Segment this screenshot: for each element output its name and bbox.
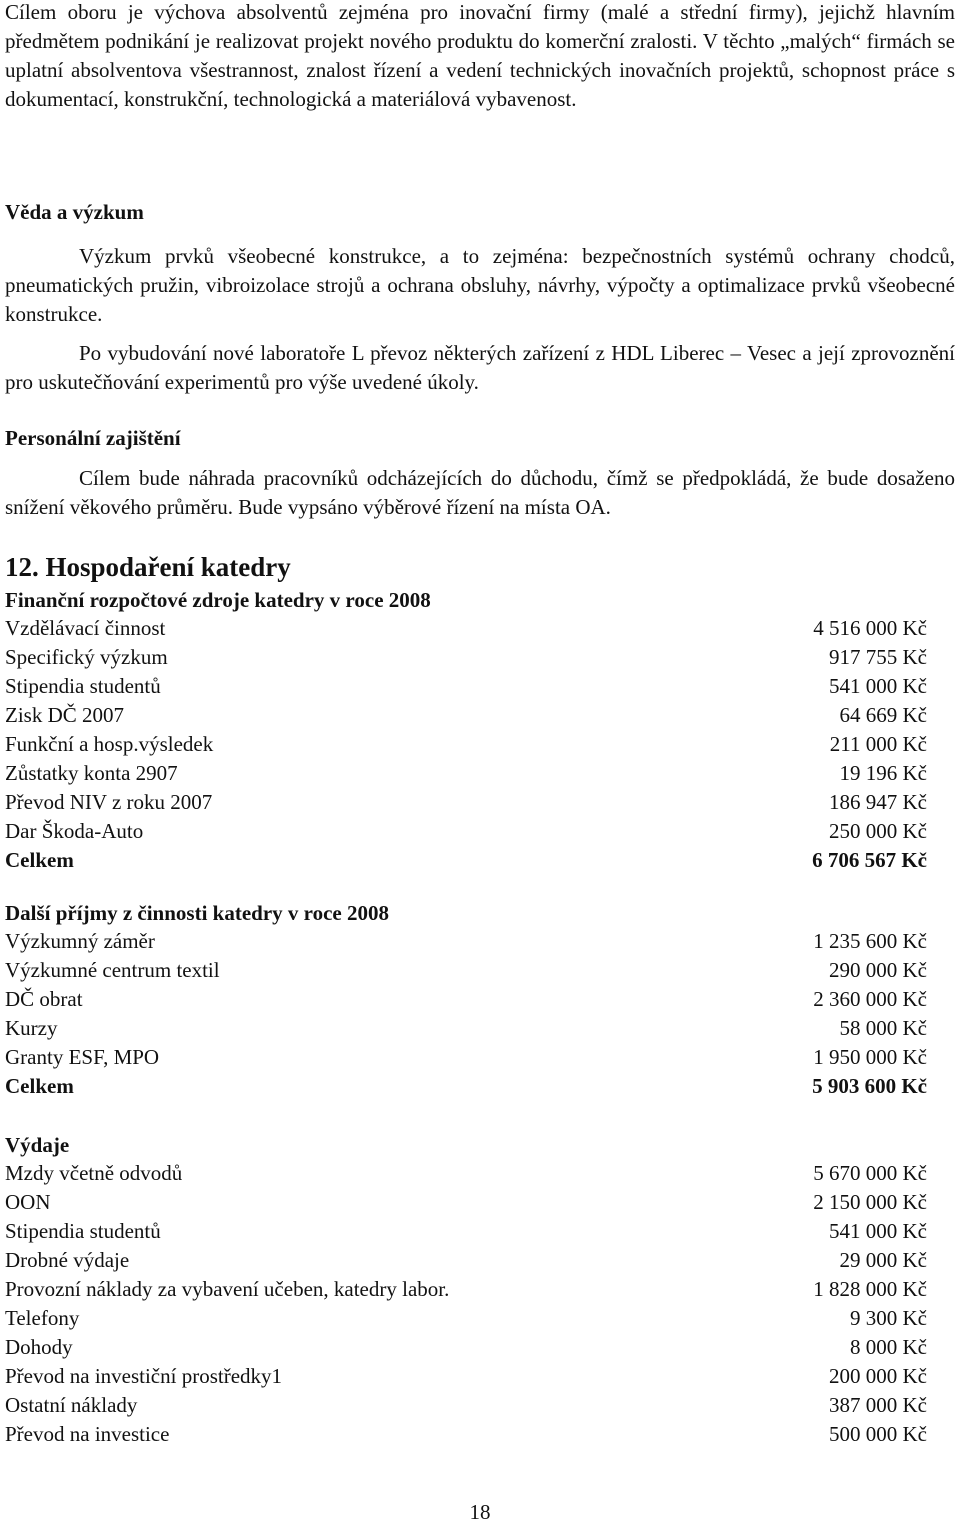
science-paragraph-2: Po vybudování nové laboratoře L převoz některých zařízení z HDL Liberec – Vesec a její zprovoznění pro uskutečňování experimentů pro výše uvedené úkoly.: [5, 341, 955, 394]
science-heading: Věda a výzkum: [5, 200, 144, 224]
row-label: OON: [5, 1190, 51, 1214]
personnel-paragraph: Cílem bude náhrada pracovníků odcházejících do důchodu, čímž se předpokládá, že bude dosaženo snížení věkového průměru. Bude vypsáno výběrové řízení na místa OA.: [5, 466, 955, 519]
row-amount: 541 000 Kč: [829, 674, 927, 698]
table-row: [5, 1217, 927, 1246]
chapter-title: Hospodaření katedry: [45, 552, 291, 582]
row-amount: 200 000 Kč: [829, 1364, 927, 1388]
row-amount: 1 828 000 Kč: [813, 1277, 927, 1301]
row-label: Stipendia studentů: [5, 674, 161, 698]
table-row: [5, 788, 927, 817]
row-label: Vzdělávací činnost: [5, 616, 166, 640]
chapter-heading: [5, 551, 291, 583]
table-row: [5, 1362, 927, 1391]
row-label: Převod na investice: [5, 1422, 170, 1446]
total-amount: 5 903 600 Kč: [812, 1074, 927, 1098]
table-row: [5, 672, 927, 701]
row-label: Převod na investiční prostředky1: [5, 1364, 283, 1388]
expenses-title: Výdaje: [5, 1133, 70, 1157]
expenses-table: [5, 1159, 927, 1449]
table-row: [5, 1246, 927, 1275]
row-amount: 186 947 Kč: [829, 790, 927, 814]
row-label: Telefony: [5, 1306, 80, 1330]
table-row: [5, 1391, 927, 1420]
row-amount: 2 150 000 Kč: [813, 1190, 927, 1214]
row-label: Dohody: [5, 1335, 73, 1359]
row-amount: 9 300 Kč: [850, 1306, 927, 1330]
total-amount: 6 706 567 Kč: [812, 848, 927, 872]
table-row: [5, 730, 927, 759]
row-label: Funkční a hosp.výsledek: [5, 732, 214, 756]
row-label: Zůstatky konta 2907: [5, 761, 178, 785]
table-row: [5, 1043, 927, 1072]
row-amount: 58 000 Kč: [839, 1016, 927, 1040]
row-amount: 541 000 Kč: [829, 1219, 927, 1243]
row-amount: 250 000 Kč: [829, 819, 927, 843]
table-row: [5, 759, 927, 788]
row-amount: 1 235 600 Kč: [813, 929, 927, 953]
row-label: Kurzy: [5, 1016, 58, 1040]
table-row: [5, 817, 927, 846]
row-amount: 8 000 Kč: [850, 1335, 927, 1359]
other-income-title: Další příjmy z činnosti katedry v roce 2008: [5, 901, 389, 925]
row-label: Mzdy včetně odvodů: [5, 1161, 183, 1185]
table-row: [5, 985, 927, 1014]
total-row: [5, 1072, 927, 1101]
table-row: [5, 643, 927, 672]
budget-sources-title: Finanční rozpočtové zdroje katedry v roce 2008: [5, 588, 431, 612]
row-amount: 19 196 Kč: [839, 761, 927, 785]
row-amount: 1 950 000 Kč: [813, 1045, 927, 1069]
table-row: [5, 614, 927, 643]
row-amount: 290 000 Kč: [829, 958, 927, 982]
row-amount: 500 000 Kč: [829, 1422, 927, 1446]
row-label: Specifický výzkum: [5, 645, 168, 669]
table-row: [5, 1275, 927, 1304]
row-label: Dar Škoda-Auto: [5, 819, 144, 843]
table-row: [5, 1333, 927, 1362]
science-paragraph-1: Výzkum prvků všeobecné konstrukce, a to zejména: bezpečnostních systémů ochrany chodců, pneumatických pružin, vibroizolace strojů a ochrana obsluhy, návrhy, výpočty a optimalizace prvků všeobecné konstrukce.: [5, 244, 955, 326]
table-row: [5, 956, 927, 985]
row-amount: 917 755 Kč: [829, 645, 927, 669]
row-label: Ostatní náklady: [5, 1393, 138, 1417]
row-amount: 211 000 Kč: [829, 732, 927, 756]
row-label: Výzkumný záměr: [5, 929, 155, 953]
row-amount: 29 000 Kč: [839, 1248, 927, 1272]
total-label: Celkem: [5, 1074, 74, 1098]
row-amount: 5 670 000 Kč: [813, 1161, 927, 1185]
row-amount: 64 669 Kč: [839, 703, 927, 727]
table-row: [5, 701, 927, 730]
personnel-heading: Personální zajištění: [5, 426, 181, 450]
row-amount: 387 000 Kč: [829, 1393, 927, 1417]
row-label: Drobné výdaje: [5, 1248, 130, 1272]
table-row: [5, 927, 927, 956]
row-label: Převod NIV z roku 2007: [5, 790, 213, 814]
row-label: Granty ESF, MPO: [5, 1045, 160, 1069]
row-label: Provozní náklady za vybavení učeben, katedry labor.: [5, 1277, 450, 1301]
row-label: Stipendia studentů: [5, 1219, 161, 1243]
row-label: DČ obrat: [5, 987, 83, 1011]
budget-sources-table: [5, 614, 927, 875]
other-income-table: [5, 927, 927, 1101]
row-label: Zisk DČ 2007: [5, 703, 125, 727]
table-row: [5, 1304, 927, 1333]
intro-paragraph: Cílem oboru je výchova absolventů zejména pro inovační firmy (malé a střední firmy), jejichž hlavním předmětem podnikání je realizovat projekt nového produktu do komerční zralosti. V těchto „malých“ firmách se uplatní absolventova všestrannost, znalost řízení a vedení technických inovačních projektů, schopnost práce s dokumentací, konstrukční, technologická a materiálová vybavenost.: [5, 0, 955, 111]
row-amount: 4 516 000 Kč: [813, 616, 927, 640]
table-row: [5, 1188, 927, 1217]
row-amount: 2 360 000 Kč: [813, 987, 927, 1011]
row-label: Výzkumné centrum textil: [5, 958, 220, 982]
total-label: Celkem: [5, 848, 74, 872]
table-row: [5, 1420, 927, 1449]
table-row: [5, 1159, 927, 1188]
table-row: [5, 1014, 927, 1043]
total-row: [5, 846, 927, 875]
page-number: 18: [469, 1500, 491, 1524]
chapter-number: 12.: [5, 552, 39, 582]
